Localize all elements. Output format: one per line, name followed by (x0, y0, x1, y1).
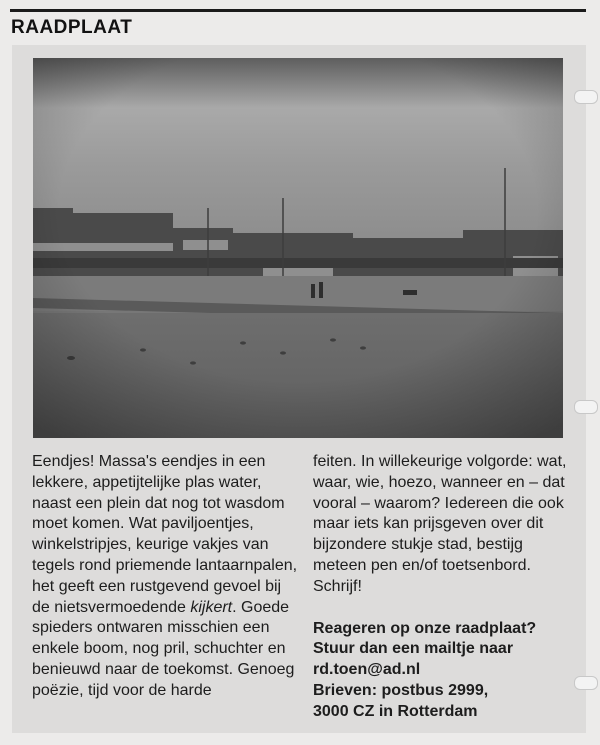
cta-email[interactable]: rd.toen@ad.nl (313, 661, 421, 679)
binder-hole (574, 676, 598, 690)
cta-line-1: Reageren op onze raadplaat? (313, 619, 537, 637)
archive-photo (33, 58, 563, 438)
article-paragraph-right: feiten. In willekeurige volgorde: wat, waar, wie, hoezo, wanneer en – dat vooral – waarom? Iedereen die ook maar iets kan prijsgeven over dit bijzondere stukje stad, bestijg meteen pen en/of toetsenbord. Schrijf! (313, 453, 567, 595)
reader-call-to-action (313, 619, 575, 723)
photo-icon (33, 58, 563, 438)
article-paragraph-left: Eendjes! Massa's eendjes in een lekkere, appetijtelijke plas water, naast een plein dat nog tot wasdom moet komen. Wat paviljoentjes, winkelstripjes, keurige vakjes van tegels rond priemende lantaarnpalen, het geeft een rustgevend gevoel bij de nietsvermoedende kijkert. Goede spieders ontwaren misschien een enkele boom, nog pril, schuchter en benieuwd naar de toekomst. Genoeg poëzie, tijd voor de harde (32, 453, 298, 699)
article-column-right (313, 452, 575, 723)
top-rule (10, 9, 586, 12)
binder-hole (574, 90, 598, 104)
section-heading: RAADPLAAT (11, 17, 133, 38)
emphasis-kijkert: kijkert (190, 598, 233, 616)
binder-hole (574, 400, 598, 414)
cta-postal-line-1: Brieven: postbus 2999, (313, 681, 489, 699)
cta-postal-line-2: 3000 CZ in Rotterdam (313, 702, 478, 720)
cta-line-2: Stuur dan een mailtje naar (313, 640, 514, 658)
article-column-left (32, 452, 302, 702)
